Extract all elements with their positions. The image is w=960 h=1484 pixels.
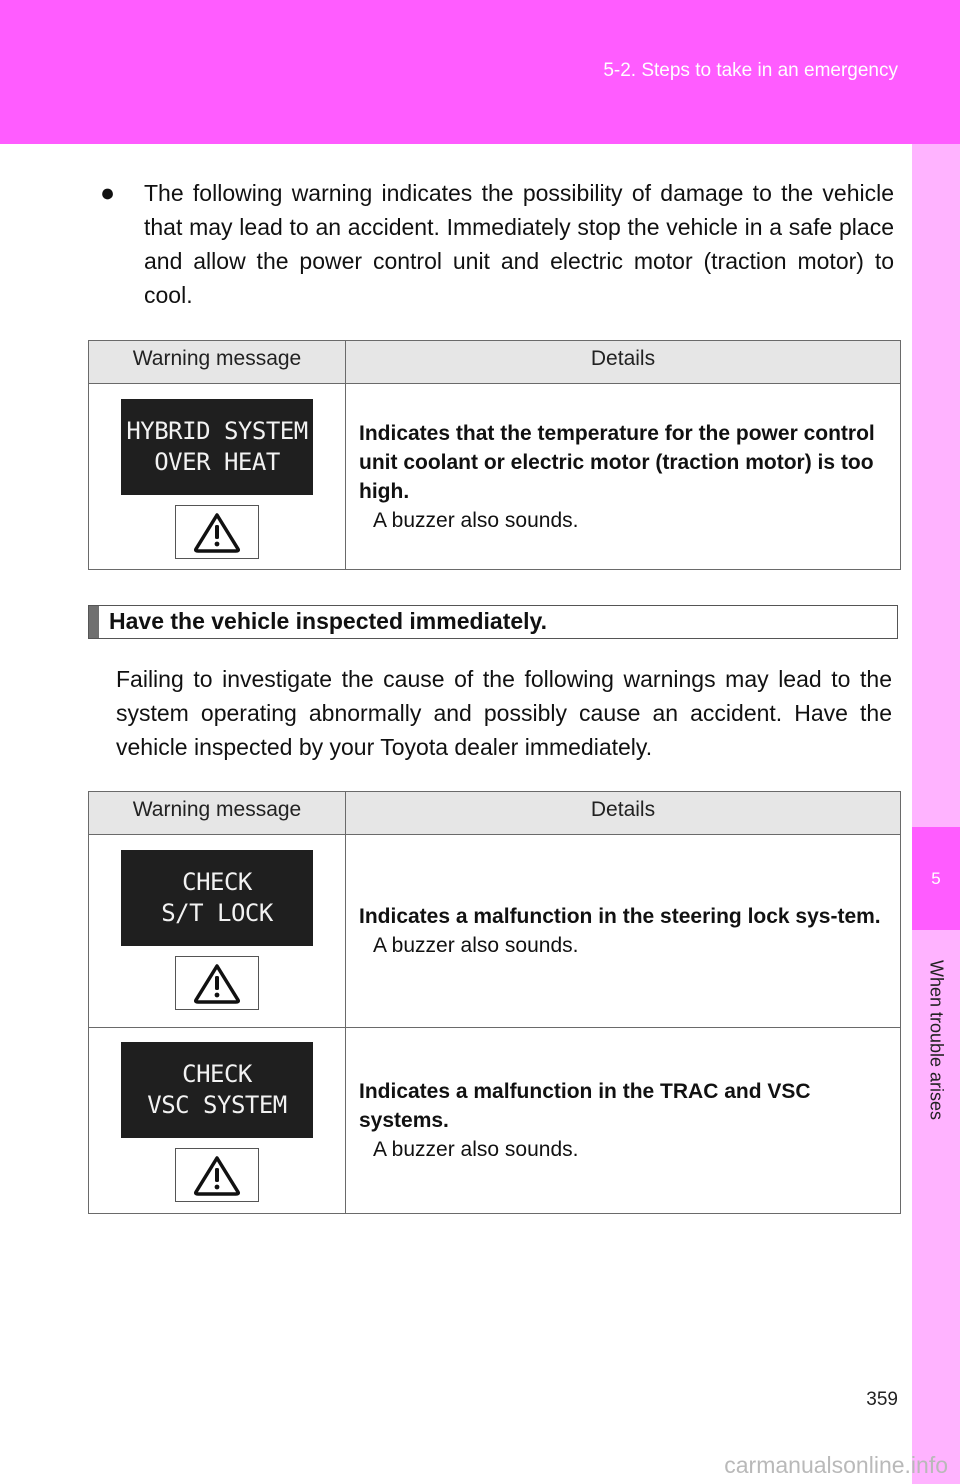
column-header-details: Details: [346, 792, 901, 835]
column-header-warning-message: Warning message: [89, 792, 346, 835]
master-warning-icon: [175, 956, 259, 1010]
warning-triangle-icon: [193, 511, 241, 553]
table-row: [89, 835, 901, 1028]
chapter-number: 5: [931, 868, 941, 888]
page-number: 359: [866, 1389, 898, 1410]
lcd-line: S/T LOCK: [161, 899, 273, 927]
chapter-label: When trouble arises: [926, 959, 947, 1121]
column-header-warning-message: Warning message: [89, 341, 346, 384]
master-warning-icon: [175, 1148, 259, 1202]
warning-image-cell: [89, 384, 346, 570]
lcd-warning-display: [121, 1042, 313, 1138]
warning-table-inspect: [88, 791, 901, 1214]
warning-details-cell: [346, 384, 901, 570]
section-header-title: 5-2. Steps to take in an emergency: [603, 60, 898, 81]
lcd-line: CHECK: [182, 868, 252, 896]
watermark-link[interactable]: carmanualsonline.info: [724, 1452, 948, 1478]
table-header-row: [89, 792, 901, 835]
bullet-icon: ●: [100, 179, 116, 207]
lcd-warning-display: [121, 850, 313, 946]
lcd-line: HYBRID SYSTEM: [126, 417, 308, 445]
section-heading-marker: [89, 606, 99, 638]
detail-description: Indicates a malfunction in the steering lock sys-tem.: [359, 905, 881, 928]
intro-text: The following warning indicates the possibility of damage to the vehicle that may lead to an accident. Immediately stop the vehicle in a safe place and allow the power control unit and electric motor (traction motor) to cool.: [144, 180, 894, 308]
warning-details-cell: [346, 1028, 901, 1214]
warning-triangle-icon: [193, 962, 241, 1004]
detail-description: Indicates a malfunction in the TRAC and VSC systems.: [359, 1080, 811, 1132]
lcd-line: VSC SYSTEM: [147, 1091, 287, 1119]
lcd-warning-display: [121, 399, 313, 495]
warning-triangle-icon: [193, 1154, 241, 1196]
warning-details-cell: [346, 835, 901, 1028]
lcd-line: OVER HEAT: [154, 448, 280, 476]
lcd-line: CHECK: [182, 1060, 252, 1088]
column-header-details: Details: [346, 341, 901, 384]
detail-note: A buzzer also sounds.: [373, 1138, 579, 1161]
master-warning-icon: [175, 505, 259, 559]
detail-description: Indicates that the temperature for the power control unit coolant or electric motor (traction motor) is too high.: [359, 421, 875, 503]
section-body-text: Failing to investigate the cause of the following warnings may lead to the system operating abnormally and possibly cause an accident. Have the vehicle inspected by your Toyota dealer immediately.: [116, 666, 892, 760]
warning-image-cell: [89, 1028, 346, 1214]
warning-table-overheat: [88, 340, 901, 570]
detail-note: A buzzer also sounds.: [373, 934, 579, 957]
table-header-row: [89, 341, 901, 384]
section-heading: Have the vehicle inspected immediately.: [109, 608, 548, 634]
section-heading-bar: [88, 605, 898, 639]
chapter-tab[interactable]: [912, 827, 960, 930]
detail-note: A buzzer also sounds.: [373, 508, 579, 532]
table-row: [89, 1028, 901, 1214]
warning-image-cell: [89, 835, 346, 1028]
side-tab-strip: [912, 144, 960, 1484]
intro-bullet: [100, 176, 894, 312]
table-row: [89, 384, 901, 570]
